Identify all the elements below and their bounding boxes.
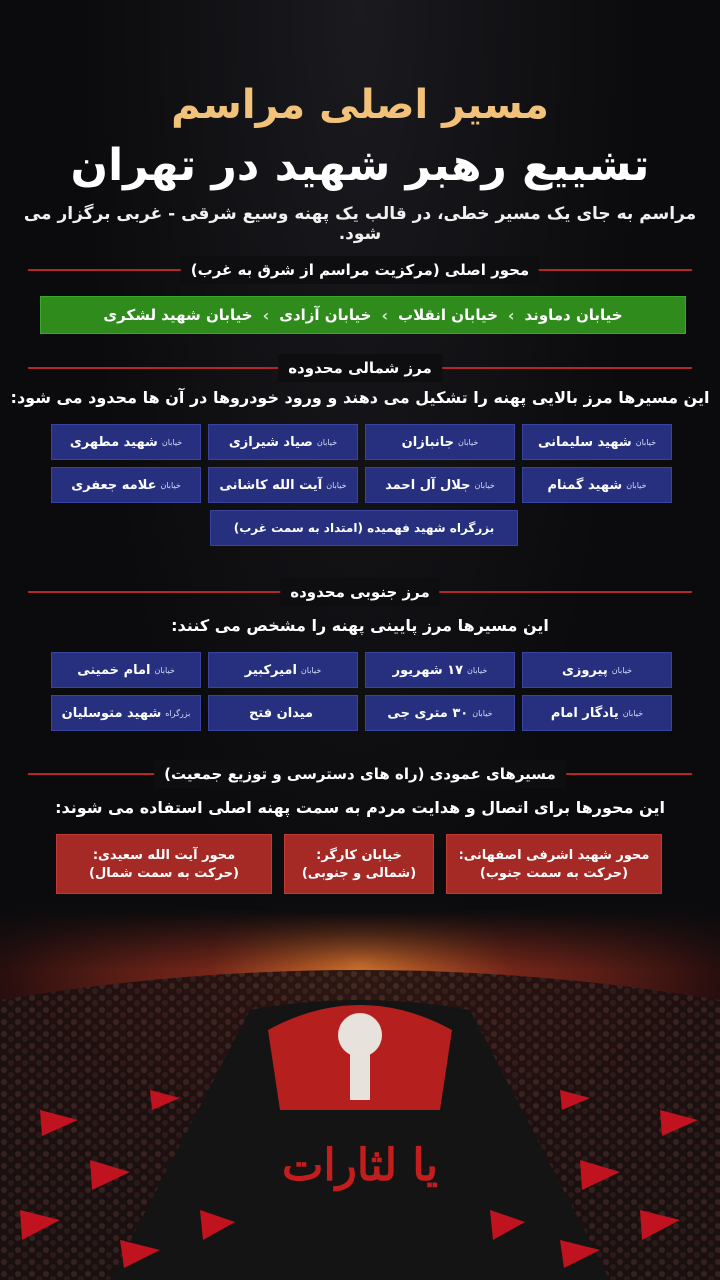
main-axis-bar <box>40 296 686 334</box>
vertical-route-box <box>56 834 272 894</box>
chip-name: امام خمینی <box>77 662 151 678</box>
route-chip <box>522 695 672 731</box>
route-chip <box>208 695 358 731</box>
chip-name: علامه جعفری <box>71 477 157 493</box>
route-chip <box>51 652 201 688</box>
route-chip <box>51 695 201 731</box>
chevron-left-icon: ‹ <box>507 305 515 325</box>
north-border-heading <box>28 354 692 382</box>
vertical-route-box <box>446 834 662 894</box>
subtitle: مراسم به جای یک مسیر خطی، در قالب یک پهنه وسیع شرقی - غربی برگزار می شود. <box>23 204 697 244</box>
vertical-route-box <box>284 834 434 894</box>
main-axis-street: خیابان دماوند <box>524 306 623 324</box>
crowd-banner-image <box>0 910 720 1280</box>
chip-name: پیروزی <box>561 662 608 678</box>
vertical-routes-heading <box>28 760 692 788</box>
route-chip <box>365 467 515 503</box>
chip-name: شهید متوسلیان <box>61 705 162 721</box>
chip-prefix: خیابان <box>622 708 644 718</box>
route-chip <box>208 652 358 688</box>
chip-prefix: خیابان <box>474 480 495 490</box>
chip-prefix: خیابان <box>154 665 175 675</box>
vertical-route-direction: (حرکت به سمت شمال) <box>89 865 239 881</box>
route-chip <box>208 424 358 460</box>
main-axis-heading-label: محور اصلی (مرکزیت مراسم از شرق به غرب) <box>181 256 539 284</box>
chip-prefix: خیابان <box>300 665 322 675</box>
main-axis-heading <box>28 256 692 284</box>
chip-prefix: خیابان <box>635 437 657 447</box>
chip-name: بزرگراه شهید فهمیده (امتداد به سمت غرب) <box>233 521 495 535</box>
main-axis-street: خیابان انقلاب <box>398 306 498 324</box>
south-border-intro: این مسیرها مرز پایینی پهنه را مشخص می کنند: <box>171 616 549 635</box>
route-chip <box>51 424 201 460</box>
chip-prefix: خیابان <box>160 480 181 490</box>
chip-name: شهید گمنام <box>547 477 623 493</box>
vertical-route-name: خیابان کارگر: <box>316 847 402 863</box>
south-border-heading-label: مرز جنوبی محدوده <box>280 578 439 606</box>
south-border-grid <box>50 652 672 731</box>
chip-name: صیاد شیرازی <box>228 434 313 450</box>
vertical-routes-heading-label: مسیرهای عمودی (راه های دسترسی و توزیع جمعیت) <box>154 760 566 788</box>
chip-prefix: خیابان <box>472 708 493 718</box>
route-chip <box>365 695 515 731</box>
vertical-routes-list <box>56 834 662 894</box>
chevron-left-icon: ‹ <box>381 305 389 325</box>
vertical-route-direction: (شمالی و جنوبی) <box>301 865 417 881</box>
north-border-intro: این مسیرها مرز بالایی پهنه را تشکیل می دهند و ورود خودروها در آن ها محدود می شود: <box>10 388 710 407</box>
chip-name: شهید مطهری <box>69 434 158 450</box>
vertical-route-name: محور شهید اشرفی اصفهانی: <box>458 847 650 863</box>
title-line-2: تشییع رهبر شهید در تهران <box>70 140 650 191</box>
chip-name: شهید سلیمانی <box>537 434 632 450</box>
vertical-route-direction: (حرکت به سمت جنوب) <box>479 865 629 881</box>
chip-name: جلال آل احمد <box>385 477 471 493</box>
chip-name: امیرکبیر <box>244 662 297 678</box>
chip-name: جانبازان <box>401 434 455 450</box>
chip-prefix: خیابان <box>316 437 338 447</box>
chip-prefix: خیابان <box>467 665 488 675</box>
route-chip <box>51 467 201 503</box>
chip-prefix: خیابان <box>611 665 633 675</box>
banner-calligraphy: یا لثارات <box>282 1140 438 1191</box>
chip-prefix: خیابان <box>626 480 647 490</box>
main-axis-street: خیابان شهید لشکری <box>103 306 253 324</box>
route-chip <box>522 652 672 688</box>
chip-prefix: خیابان <box>326 480 347 490</box>
chip-prefix: بزرگراه <box>165 708 191 718</box>
main-axis-street: خیابان آزادی <box>279 306 372 324</box>
route-chip <box>365 424 515 460</box>
north-border-grid <box>50 424 672 503</box>
north-border-heading-label: مرز شمالی محدوده <box>278 354 442 382</box>
chevron-left-icon: ‹ <box>262 305 270 325</box>
route-chip <box>522 424 672 460</box>
vertical-routes-intro: این محورها برای اتصال و هدایت مردم به سمت پهنه اصلی استفاده می شوند: <box>55 798 665 817</box>
chip-prefix: خیابان <box>161 437 183 447</box>
vertical-route-name: محور آیت الله سعیدی: <box>92 847 236 863</box>
chip-name: میدان فتح <box>248 705 314 721</box>
route-chip <box>365 652 515 688</box>
chip-name: آیت الله کاشانی <box>219 477 323 493</box>
chip-name: ۱۷ شهریور <box>392 662 464 678</box>
title-line-1: مسیر اصلی مراسم <box>171 82 549 128</box>
chip-name: یادگار امام <box>550 705 619 721</box>
route-chip <box>522 467 672 503</box>
chip-name: ۳۰ متری جی <box>387 705 469 721</box>
route-chip <box>208 467 358 503</box>
route-chip-wide <box>210 510 518 546</box>
south-border-heading <box>28 578 692 606</box>
chip-prefix: خیابان <box>458 437 479 447</box>
